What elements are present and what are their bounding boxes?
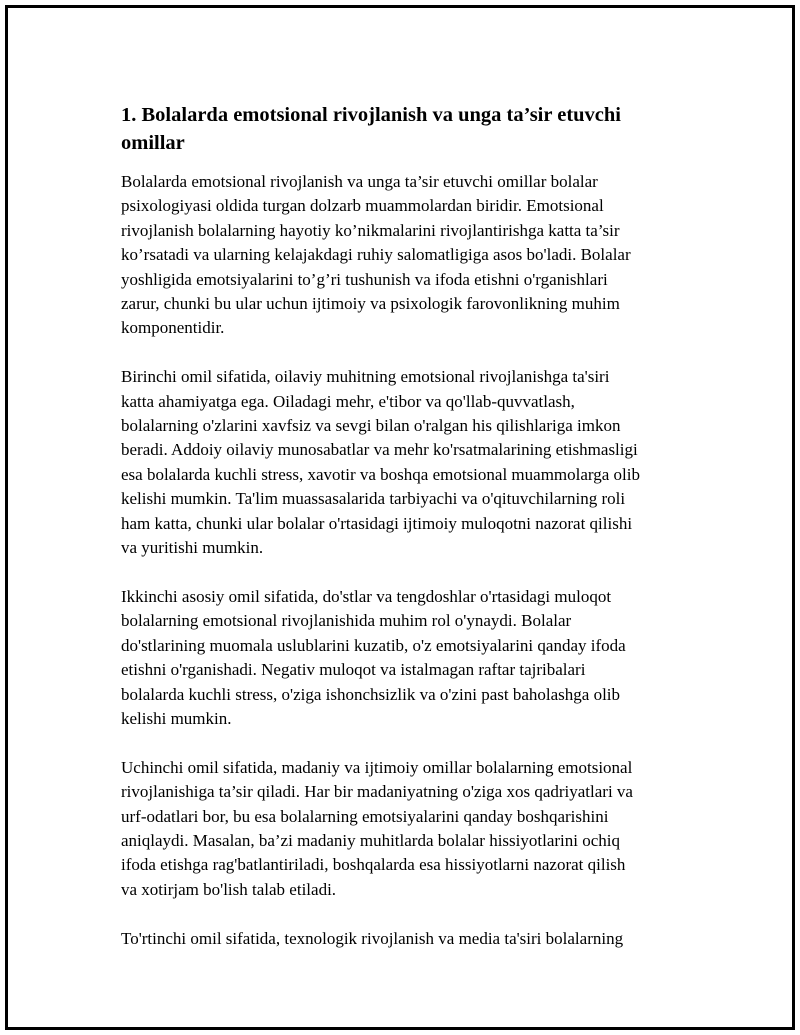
paragraph-third-factor	[121, 756, 701, 902]
paragraph-line: va yuritishi mumkin.	[121, 538, 264, 558]
paragraph-line: rivojlanishiga ta’sir qiladi. Har bir madaniyatning o'ziga xos qadriyatlari va	[121, 782, 633, 802]
paragraph-line: To'rtinchi omil sifatida, texnologik rivojlanish va media ta'siri bolalarning	[121, 928, 624, 948]
paragraph-line: bolalarning o'zlarini xavfsiz va sevgi bilan o'ralgan his qilishlariga imkon	[121, 416, 621, 436]
paragraph-line: beradi. Addoiy oilaviy munosabatlar va mehr ko'rsatmalarining etishmasligi	[121, 440, 638, 460]
paragraph-line: ifoda etishga rag'batlantiriladi, boshqalarda esa hissiyotlarni nazorat qilish	[121, 855, 626, 875]
heading-line: omillar	[121, 132, 185, 154]
paragraph-first-factor	[121, 365, 701, 560]
section-heading	[121, 101, 701, 157]
paragraph-fourth-factor	[121, 927, 701, 951]
paragraph-line: ko’rsatadi va ularning kelajakdagi ruhiy salomatligiga asos bo'ladi. Bolalar	[121, 245, 631, 265]
paragraph-line: psixologiyasi oldida turgan dolzarb muammolardan biridir. Emotsional	[121, 196, 604, 216]
paragraph-line: ham katta, chunki ular bolalar o'rtasidagi ijtimoiy muloqotni nazorat qilishi	[121, 513, 633, 533]
paragraph-line: Birinchi omil sifatida, oilaviy muhitning emotsional rivojlanishga ta'siri	[121, 367, 610, 387]
document-body	[121, 101, 701, 975]
paragraph-intro	[121, 170, 701, 341]
paragraph-line: etishni o'rganishadi. Negativ muloqot va istalmagan raftar tajribalari	[121, 660, 586, 680]
paragraph-line: komponentidir.	[121, 318, 225, 338]
paragraph-line: Ikkinchi asosiy omil sifatida, do'stlar va tengdoshlar o'rtasidagi muloqot	[121, 586, 612, 606]
paragraph-line: aniqlaydi. Masalan, ba’zi madaniy muhitlarda bolalar hissiyotlarini ochiq	[121, 830, 621, 850]
paragraph-line: rivojlanish bolalarning hayotiy ko’nikmalarini rivojlantirishga katta ta’sir	[121, 220, 620, 240]
paragraph-line: yoshligida emotsiyalarini to’g’ri tushunish va ifoda etishni o'rganishlari	[121, 269, 608, 289]
paragraph-line: zarur, chunki bu ular uchun ijtimoiy va psixologik farovonlikning muhim	[121, 294, 620, 314]
heading-line: 1. Bolalarda emotsional rivojlanish va unga ta’sir etuvchi	[121, 104, 621, 126]
paragraph-line: urf-odatlari bor, bu esa bolalarning emotsiyalarini qanday boshqarishini	[121, 806, 609, 826]
paragraph-line: do'stlarining muomala uslublarini kuzatib, o'z emotsiyalarini qanday ifoda	[121, 635, 626, 655]
paragraph-second-factor	[121, 585, 701, 731]
paragraph-line: va xotirjam bo'lish talab etiladi.	[121, 879, 337, 899]
paragraph-line: esa bolalarda kuchli stress, xavotir va boshqa emotsional muammolarga olib	[121, 464, 641, 484]
paragraph-line: kelishi mumkin. Ta'lim muassasalarida tarbiyachi va o'qituvchilarning roli	[121, 489, 626, 509]
page-frame	[5, 5, 795, 1030]
paragraph-line: bolalarning emotsional rivojlanishida muhim rol o'ynaydi. Bolalar	[121, 611, 572, 631]
paragraph-line: katta ahamiyatga ega. Oiladagi mehr, e'tibor va qo'llab-quvvatlash,	[121, 391, 575, 411]
paragraph-line: Uchinchi omil sifatida, madaniy va ijtimoiy omillar bolalarning emotsional	[121, 757, 633, 777]
paragraph-line: kelishi mumkin.	[121, 708, 232, 728]
paragraph-line: Bolalarda emotsional rivojlanish va unga ta’sir etuvchi omillar bolalar	[121, 172, 598, 191]
paragraph-line: bolalarda kuchli stress, o'ziga ishonchsizlik va o'zini past baholashga olib	[121, 684, 621, 704]
